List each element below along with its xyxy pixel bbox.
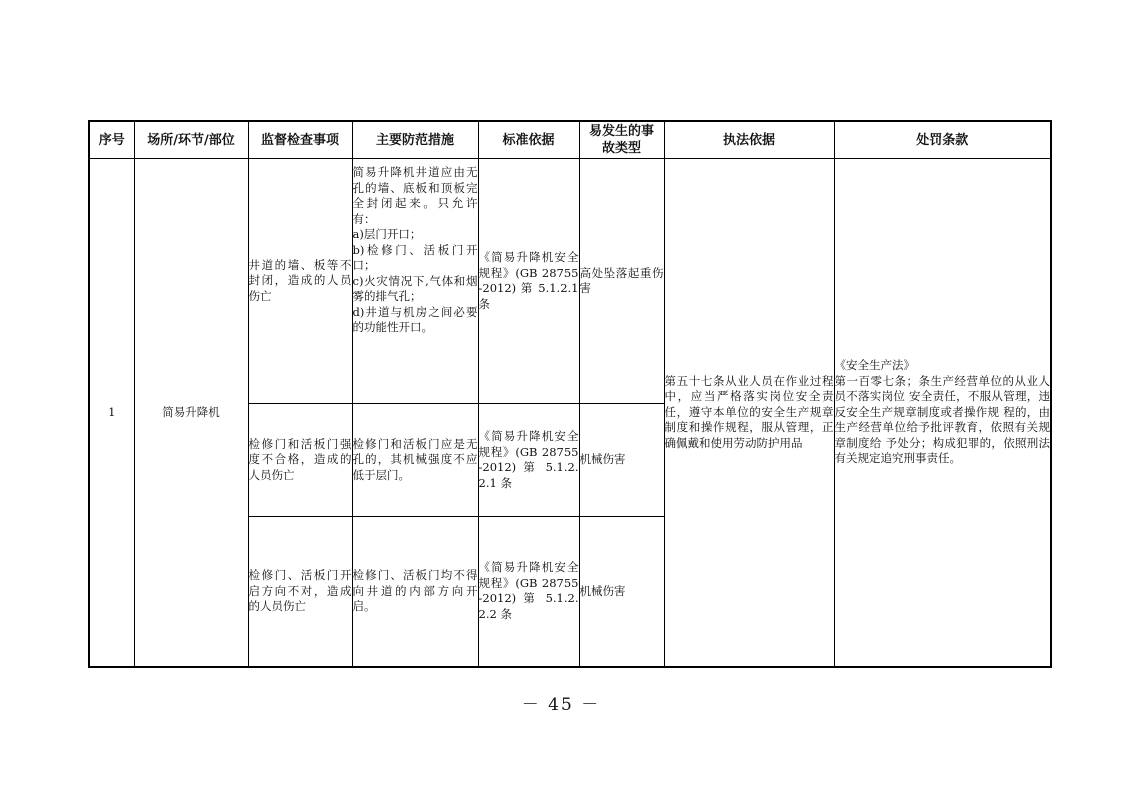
measures-cell: 检修门、活板门均不得向井道的内部方向开启。	[352, 517, 478, 667]
penalty-cell: 《安全生产法》 第一百零七条；条生产经营单位的从业人员不落实岗位 安全责任，不服从管理，违反安全生产规章制度或者操作规 程的，由生产经营单位给予批评教育，依照有关规章制度给 予处分；构成犯罪的，依照刑法有关规定追究刑事责任。	[834, 159, 1051, 667]
seq-cell: 1	[89, 159, 134, 667]
law-cell: 第五十七条从业人员在作业过程中，应当严格落实岗位安全责任，遵守本单位的安全生产规章制度和操作规程，服从管理，正确佩戴和使用劳动防护用品	[664, 159, 834, 667]
measures-cell: 简易升降机井道应由无孔的墙、底板和顶板完全封闭起来。只允许有： a)层门开口； b)检修门、活板门开口； c)火灾情况下,气体和烟雾的排气孔； d)井道与机房之间必要的功能性开口。	[352, 159, 478, 404]
header-row	[89, 121, 1051, 159]
accident-type-cell: 机械伤害	[579, 404, 664, 517]
standard-cell: 《简易升降机安全规程》(GB 28755 -2012) 第 5.1.2.2.2 条	[478, 517, 579, 667]
place-cell: 简易升降机	[134, 159, 248, 667]
measures-cell: 检修门和活板门应是无孔的，其机械强度不应低于层门。	[352, 404, 478, 517]
header-place: 场所/环节/部位	[134, 121, 248, 159]
inspection-item-cell: 检修门和活板门强度不合格，造成的人员伤亡	[248, 404, 352, 517]
header-measures: 主要防范措施	[352, 121, 478, 159]
table-row	[89, 159, 1051, 404]
inspection-item-cell: 井道的墙、板等不封闭，造成的人员伤亡	[248, 159, 352, 404]
accident-type-cell: 机械伤害	[579, 517, 664, 667]
header-penalty: 处罚条款	[834, 121, 1051, 159]
inspection-item-cell: 检修门、活板门开启方向不对，造成的人员伤亡	[248, 517, 352, 667]
regulation-table	[88, 120, 1052, 668]
standard-cell: 《简易升降机安全规程》(GB 28755 -2012) 第 5.1.2.1 条	[478, 159, 579, 404]
header-standard: 标准依据	[478, 121, 579, 159]
header-accident-type: 易发生的事故类型	[579, 121, 664, 159]
standard-cell: 《简易升降机安全规程》(GB 28755 -2012) 第 5.1.2.2.1 条	[478, 404, 579, 517]
header-law: 执法依据	[664, 121, 834, 159]
accident-type-cell: 高处坠落起重伤害	[579, 159, 664, 404]
header-seq: 序号	[89, 121, 134, 159]
header-inspection-item: 监督检查事项	[248, 121, 352, 159]
page-number: － 45 －	[521, 695, 601, 715]
